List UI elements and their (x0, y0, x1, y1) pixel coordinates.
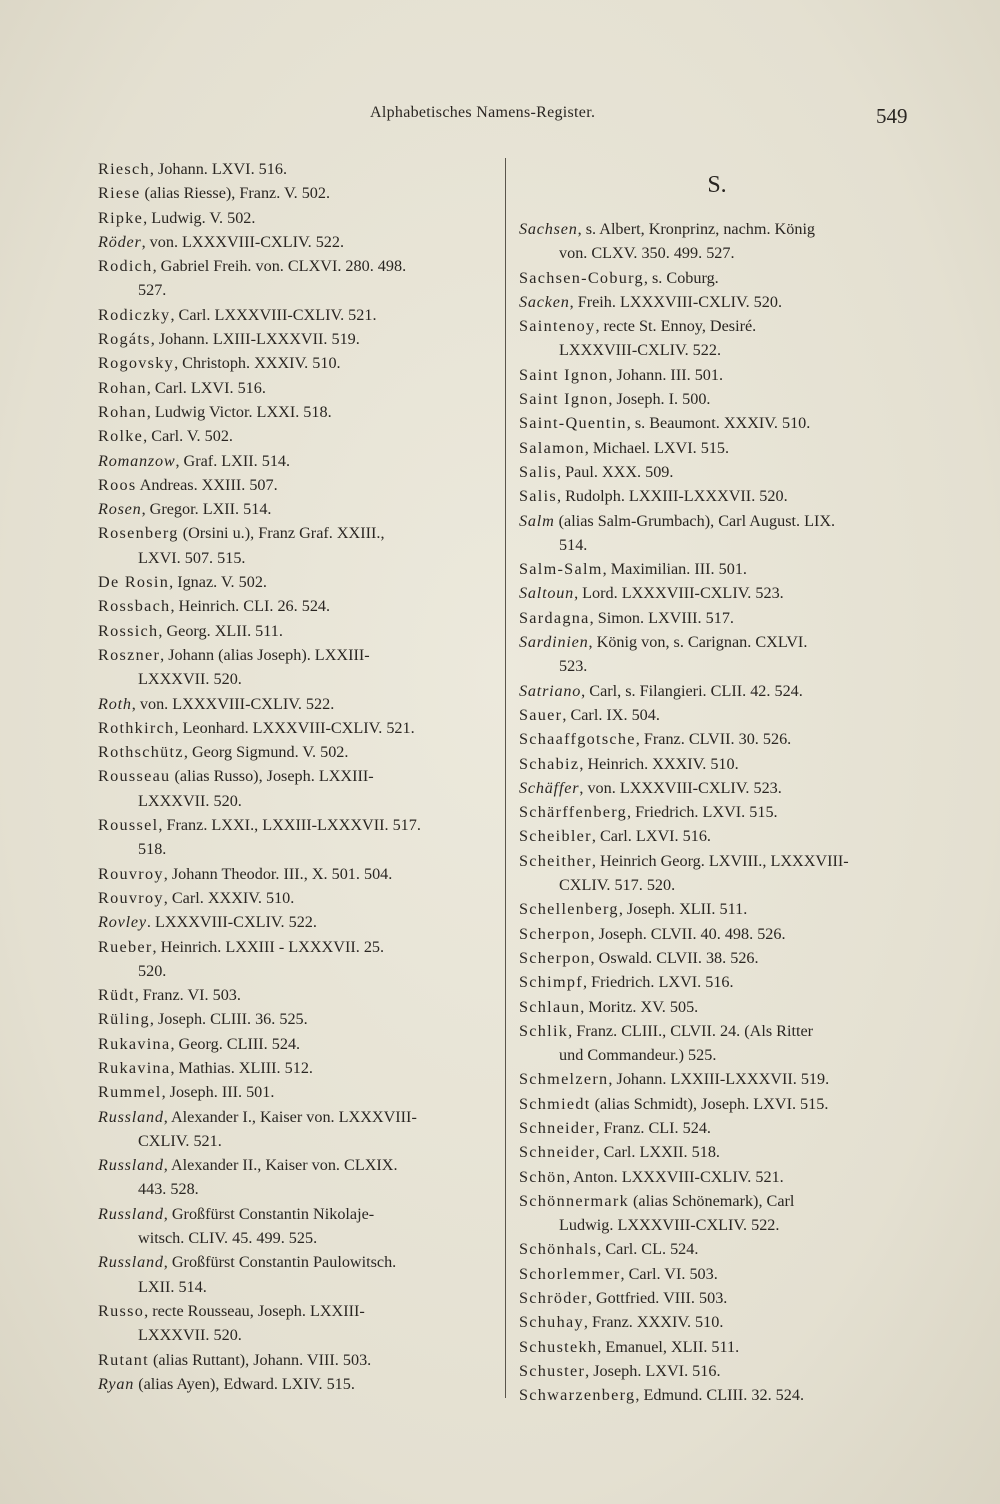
index-entry (98, 1056, 490, 1080)
entry-continuation: und Commandeur.) 525. (559, 1046, 717, 1065)
entry-text: , Edmund. CLIII. 32. 524. (635, 1386, 804, 1405)
index-entry (98, 910, 490, 934)
entry-name: Russland (98, 1204, 164, 1223)
entry-text: , Johann. III. 501. (608, 365, 724, 384)
index-entry (519, 509, 915, 558)
entry-text: , Friedrich. LXVI. 515. (627, 803, 778, 822)
entry-text: (alias Russo), Joseph. LXXIII- (170, 767, 374, 786)
index-entry (98, 935, 490, 984)
entry-text: , Heinrich. LXXIII - LXXXVII. 25. (152, 937, 385, 956)
entry-name: Rothkirch (98, 718, 175, 737)
entry-text: , Simon. LXVIII. 517. (589, 608, 734, 627)
entry-text: , Maximilian. III. 501. (602, 560, 747, 579)
entry-name: Schön (519, 1167, 566, 1186)
entry-name: Saltoun (519, 584, 575, 603)
entry-text: , Gabriel Freih. von. CLXVI. 280. 498. (152, 257, 407, 276)
left-column (98, 157, 490, 1396)
entry-text: , Carl. XXXIV. 510. (163, 888, 295, 907)
entry-name: Sardagna (519, 608, 590, 627)
entry-continuation: 518. (138, 840, 167, 859)
entry-text: , Gregor. LXII. 514. (141, 500, 272, 519)
entry-text: , Moritz. XV. 505. (580, 997, 699, 1016)
entry-name: Saint Ignon (519, 390, 609, 409)
entry-name: Rutant (98, 1350, 149, 1369)
entry-text: , Ludwig. V. 502. (143, 208, 256, 227)
entry-text: , Johann (alias Joseph). LXXIII- (160, 645, 370, 664)
entry-text: , Joseph. XLII. 511. (618, 900, 748, 919)
entry-name: Rothschütz (98, 743, 184, 762)
entry-name: Sacken (519, 292, 570, 311)
entry-name: Scherpon (519, 948, 591, 967)
entry-text: , Johann. LXVI. 516. (149, 160, 287, 178)
entry-continuation: CXLIV. 521. (138, 1131, 222, 1150)
entry-name: Schäffer (519, 778, 580, 797)
index-entry (98, 181, 490, 205)
entry-text: (alias Ayen), Edward. LXIV. 515. (134, 1374, 355, 1393)
entry-text: , Christoph. XXXIV. 510. (174, 354, 341, 373)
index-entry (98, 327, 490, 351)
index-entry (519, 1092, 915, 1116)
entry-continuation: witsch. CLIV. 45. 499. 525. (138, 1229, 318, 1248)
index-entry (519, 1335, 915, 1359)
entry-name: Rüdt (98, 986, 135, 1005)
index-entry (98, 1007, 490, 1031)
entry-text: Andreas. XXIII. 507. (136, 475, 278, 494)
entry-text: , Emanuel, XLII. 511. (597, 1337, 740, 1356)
entry-text: , Alexander I., Kaiser von. LXXXVIII- (163, 1107, 417, 1126)
index-entry (519, 703, 915, 727)
entry-name: Rossich (98, 621, 159, 640)
index-entry (98, 643, 490, 692)
index-entry (519, 824, 915, 848)
index-entry (98, 1032, 490, 1056)
section-letter: S. (707, 172, 727, 198)
entry-text: , von. LXXXVIII-CXLIV. 522. (131, 694, 335, 713)
entry-continuation: von. CLXV. 350. 499. 527. (559, 244, 735, 263)
index-entry (519, 1140, 915, 1164)
entry-text: , Joseph. I. 500. (608, 390, 711, 409)
index-entry (519, 606, 915, 630)
index-entry (519, 1237, 915, 1261)
entry-continuation: LXXXVIII-CXLIV. 522. (559, 341, 721, 360)
index-entry (519, 411, 915, 435)
entry-name: Saintenoy (519, 317, 596, 336)
entry-text: , Carl. VI. 503. (620, 1264, 718, 1283)
index-entry (519, 436, 915, 460)
index-entry (519, 922, 915, 946)
entry-name: Rodich (98, 257, 153, 276)
entry-name: Schuster (519, 1361, 586, 1380)
entry-text: , Franz. XXXIV. 510. (583, 1313, 724, 1332)
index-entry (98, 1250, 490, 1299)
entry-name: Rouvroy (98, 864, 164, 883)
entry-name: Schmiedt (519, 1094, 591, 1113)
entry-continuation: LXVI. 507. 515. (138, 548, 246, 567)
entry-name: Sardinien (519, 633, 589, 652)
index-entry (98, 1105, 490, 1154)
page-number: 549 (876, 104, 908, 128)
entry-text: , von. LXXXVIII-CXLIV. 523. (579, 778, 782, 797)
index-entry (519, 752, 915, 776)
entry-text: (alias Ruttant), Johann. VIII. 503. (148, 1350, 372, 1369)
entry-name: Ripke (98, 208, 144, 227)
index-entry (519, 776, 915, 800)
entry-name: Schorlemmer (519, 1264, 621, 1283)
entry-text: , Johann Theodor. III., X. 501. 504. (163, 864, 393, 883)
entry-name: Rukavina (98, 1034, 171, 1053)
entry-text: , Paul. XXX. 509. (556, 462, 674, 481)
entry-text: , Rudolph. LXXIII-LXXXVII. 520. (556, 487, 788, 506)
index-entry (519, 217, 915, 266)
entry-name: Russland (98, 1253, 164, 1272)
entry-continuation: CXLIV. 517. 520. (559, 876, 676, 895)
entry-text: , Heinrich. CLI. 26. 524. (170, 597, 331, 616)
index-entry (519, 581, 915, 605)
entry-text: , Heinrich Georg. LXVIII., LXXXVIII- (591, 851, 849, 870)
index-entry (519, 849, 915, 898)
entry-continuation: Ludwig. LXXXVIII-CXLIV. 522. (559, 1216, 780, 1235)
index-entry (98, 424, 490, 448)
index-entry (519, 266, 915, 290)
entry-name: Rovley (98, 913, 147, 932)
index-entry (98, 813, 490, 862)
entry-name: Rogáts (98, 330, 151, 349)
index-entry (98, 1202, 490, 1251)
entry-text: , s. Beaumont. XXXIV. 510. (626, 414, 811, 433)
entry-text: , Leonhard. LXXXVIII-CXLIV. 521. (174, 718, 415, 737)
entry-name: Rueber (98, 937, 153, 956)
entry-name: Satriano (519, 681, 582, 700)
entry-text: , Großfürst Constantin Paulowitsch. (163, 1253, 397, 1272)
entry-name: Schmelzern (519, 1070, 609, 1089)
entry-name: Schönnermark (519, 1191, 629, 1210)
entry-continuation: 514. (559, 535, 588, 554)
index-entry (98, 473, 490, 497)
entry-name: Rogovsky (98, 354, 175, 373)
entry-name: Russo (98, 1301, 145, 1320)
entry-text: , Georg Sigmund. V. 502. (183, 743, 349, 762)
entry-name: Rüling (98, 1010, 150, 1029)
index-entry (519, 314, 915, 363)
entry-text: , Großfürst Constantin Nikolaje- (163, 1204, 375, 1223)
entry-text: , Joseph. III. 501. (161, 1083, 275, 1102)
entry-text: , Carl. LXVI. 516. (591, 827, 711, 846)
entry-text: , Franz. CLIII., CLVII. 24. (Als Ritter (568, 1021, 814, 1040)
index-entry (98, 983, 490, 1007)
entry-text: , recte St. Ennoy, Desiré. (595, 317, 757, 336)
index-entry (519, 727, 915, 751)
entry-name: Rosenberg (98, 524, 179, 543)
entry-name: Russland (98, 1107, 164, 1126)
entry-continuation: 523. (559, 657, 588, 676)
entry-name: Roos (98, 475, 137, 494)
index-entry (98, 594, 490, 618)
index-entry (519, 897, 915, 921)
entry-name: Schönhals (519, 1240, 598, 1259)
index-entry (519, 1383, 915, 1407)
entry-text: , Freih. LXXXVIII-CXLIV. 520. (569, 292, 782, 311)
entry-text: (alias Schönemark), Carl (629, 1191, 795, 1210)
entry-name: Sauer (519, 705, 563, 724)
entry-continuation: LXXXVII. 520. (138, 791, 242, 810)
entry-name: Salis (519, 462, 557, 481)
entry-name: Rossbach (98, 597, 171, 616)
running-title: Alphabetisches Namens-Register. (370, 104, 596, 121)
index-entry (519, 363, 915, 387)
entry-continuation: LXXXVII. 520. (138, 670, 242, 689)
index-entry (519, 1286, 915, 1310)
index-entry (519, 290, 915, 314)
entry-name: Schaaffgotsche (519, 730, 636, 749)
index-entry (98, 1080, 490, 1104)
entry-text: , Lord. LXXXVIII-CXLIV. 523. (574, 584, 784, 603)
entry-name: Schlaun (519, 997, 581, 1016)
index-entry (98, 206, 490, 230)
entry-name: Salis (519, 487, 557, 506)
index-entry (98, 692, 490, 716)
entry-name: Scheibler (519, 827, 592, 846)
index-entry (98, 619, 490, 643)
index-entry (519, 970, 915, 994)
index-entry (98, 1299, 490, 1348)
entry-name: Saint-Quentin (519, 414, 627, 433)
entry-name: Roth (98, 694, 132, 713)
entry-continuation: 527. (138, 281, 167, 300)
entry-name: De Rosin (98, 573, 170, 592)
entry-name: Schneider (519, 1143, 596, 1162)
entry-name: Rohan (98, 402, 147, 421)
entry-text: , Franz. CLVII. 30. 526. (635, 730, 792, 749)
entry-continuation: 520. (138, 961, 167, 980)
index-entry (98, 497, 490, 521)
entry-text: , recte Rousseau, Joseph. LXXIII- (144, 1301, 365, 1320)
index-entry (98, 157, 490, 181)
index-entry (98, 449, 490, 473)
entry-name: Roszner (98, 645, 161, 664)
entry-text: , Ludwig Victor. LXXI. 518. (146, 402, 332, 421)
entry-name: Rosen (98, 500, 142, 519)
entry-text: , Franz. LXXI., LXXIII-LXXXVII. 517. (158, 816, 421, 835)
entry-name: Schabiz (519, 754, 580, 773)
index-entry (98, 521, 490, 570)
index-entry (98, 303, 490, 327)
entry-continuation: LXII. 514. (138, 1277, 207, 1296)
index-entry (98, 570, 490, 594)
entry-text: , Gottfried. VIII. 503. (587, 1289, 728, 1308)
entry-name: Rousseau (98, 767, 171, 786)
index-entry (519, 1359, 915, 1383)
entry-text: , Carl. LXVI. 516. (146, 378, 266, 397)
index-entry (519, 1116, 915, 1140)
entry-name: Sachsen-Coburg (519, 268, 644, 287)
entry-text: , von. LXXXVIII-CXLIV. 522. (141, 232, 345, 251)
entry-name: Schwarzenberg (519, 1386, 636, 1405)
entry-name: Scherpon (519, 924, 591, 943)
entry-name: Schellenberg (519, 900, 619, 919)
index-entry (519, 557, 915, 581)
entry-name: Rukavina (98, 1058, 171, 1077)
index-entry (519, 1310, 915, 1334)
entry-name: Rolke (98, 427, 144, 446)
entry-name: Sachsen (519, 220, 578, 238)
index-entry (519, 1262, 915, 1286)
index-entry (98, 862, 490, 886)
entry-text: (alias Riesse), Franz. V. 502. (140, 184, 331, 203)
entry-text: , Graf. LXII. 514. (175, 451, 291, 470)
entry-name: Röder (98, 232, 142, 251)
index-entry (519, 1019, 915, 1068)
index-entry (98, 376, 490, 400)
index-entry (519, 1189, 915, 1238)
index-entry (98, 886, 490, 910)
index-entry (519, 460, 915, 484)
entry-text: , Ignaz. V. 502. (169, 573, 267, 592)
entry-name: Schärffenberg (519, 803, 627, 822)
entry-text: , s. Albert, Kronprinz, nachm. König (577, 220, 816, 238)
entry-text: , Johann. LXXIII-LXXXVII. 519. (608, 1070, 830, 1089)
entry-text: , Heinrich. XXXIV. 510. (579, 754, 739, 773)
entry-name: Rohan (98, 378, 147, 397)
entry-text: , Carl. CL. 524. (597, 1240, 699, 1259)
entry-text: (alias Salm-Grumbach), Carl August. LIX. (554, 511, 836, 530)
entry-text: (Orsini u.), Franz Graf. XXIII., (178, 524, 385, 543)
entry-continuation: LXXXVII. 520. (138, 1326, 242, 1345)
entry-text: , Alexander II., Kaiser von. CLXIX. (163, 1156, 398, 1175)
entry-name: Schlik (519, 1021, 569, 1040)
entry-text: , Michael. LXVI. 515. (584, 438, 730, 457)
entry-name: Schröder (519, 1289, 588, 1308)
entry-name: Romanzow (98, 451, 176, 470)
entry-name: Schimpf (519, 973, 583, 992)
entry-name: Salm (519, 511, 555, 530)
index-entry (98, 400, 490, 424)
index-entry (519, 800, 915, 824)
index-entry (98, 764, 490, 813)
entry-name: Schneider (519, 1118, 596, 1137)
entry-name: Rummel (98, 1083, 162, 1102)
entry-text: , Johann. LXIII-LXXXVII. 519. (150, 330, 360, 349)
entry-text: , Joseph. LXVI. 516. (585, 1361, 721, 1380)
entry-text: , s. Coburg. (643, 268, 719, 287)
entry-continuation: 443. 528. (138, 1180, 199, 1199)
right-column (519, 157, 915, 1408)
entry-name: Schuhay (519, 1313, 584, 1332)
entry-name: Saint Ignon (519, 365, 609, 384)
index-entry (519, 387, 915, 411)
entry-text: , Carl, s. Filangieri. CLII. 42. 524. (581, 681, 803, 700)
index-entry (98, 351, 490, 375)
index-entry (98, 716, 490, 740)
entry-name: Rodiczky (98, 305, 171, 324)
entry-text: , Carl. LXXII. 518. (595, 1143, 720, 1162)
entry-text: , Joseph. CLVII. 40. 498. 526. (590, 924, 786, 943)
entry-text: , Friedrich. LXVI. 516. (582, 973, 734, 992)
index-entry (519, 995, 915, 1019)
index-entry (519, 946, 915, 970)
entry-text: , Georg. XLII. 511. (158, 621, 283, 640)
index-entry (98, 1348, 490, 1372)
entry-name: Schustekh (519, 1337, 598, 1356)
entry-text: (alias Schmidt), Joseph. LXVI. 515. (590, 1094, 829, 1113)
index-entry (98, 740, 490, 764)
entry-name: Rouvroy (98, 888, 164, 907)
entry-text: , Oswald. CLVII. 38. 526. (590, 948, 759, 967)
entry-name: Salamon (519, 438, 585, 457)
entry-text: , Carl. V. 502. (143, 427, 233, 446)
index-entry (519, 484, 915, 508)
entry-text: , Georg. CLIII. 524. (170, 1034, 301, 1053)
entry-name: Roussel (98, 816, 159, 835)
entry-text: , Anton. LXXXVIII-CXLIV. 521. (565, 1167, 784, 1186)
entry-name: Ryan (98, 1374, 135, 1393)
entry-name: Scheither (519, 851, 592, 870)
index-entry (98, 230, 490, 254)
index-entry (98, 254, 490, 303)
index-entry (519, 679, 915, 703)
entry-text: , König von, s. Carignan. CXLVI. (588, 633, 808, 652)
entry-text: , Mathias. XLIII. 512. (170, 1058, 313, 1077)
index-entry (98, 1153, 490, 1202)
entry-name: Riese (98, 184, 141, 203)
entry-name: Russland (98, 1156, 164, 1175)
entry-name: Salm-Salm (519, 560, 603, 579)
index-entry (519, 1165, 915, 1189)
entry-text: , Carl. LXXXVIII-CXLIV. 521. (170, 305, 377, 324)
entry-text: , Franz. VI. 503. (134, 986, 241, 1005)
index-entry (519, 1067, 915, 1091)
entry-text: , Carl. IX. 504. (562, 705, 660, 724)
index-entry (519, 630, 915, 679)
entry-text: , Joseph. CLIII. 36. 525. (149, 1010, 308, 1029)
entry-name: Riesch (98, 160, 150, 178)
entry-text: . LXXXVIII-CXLIV. 522. (146, 913, 317, 932)
entry-text: , Franz. CLI. 524. (595, 1118, 711, 1137)
column-divider (505, 158, 506, 1398)
index-entry (98, 1372, 490, 1396)
